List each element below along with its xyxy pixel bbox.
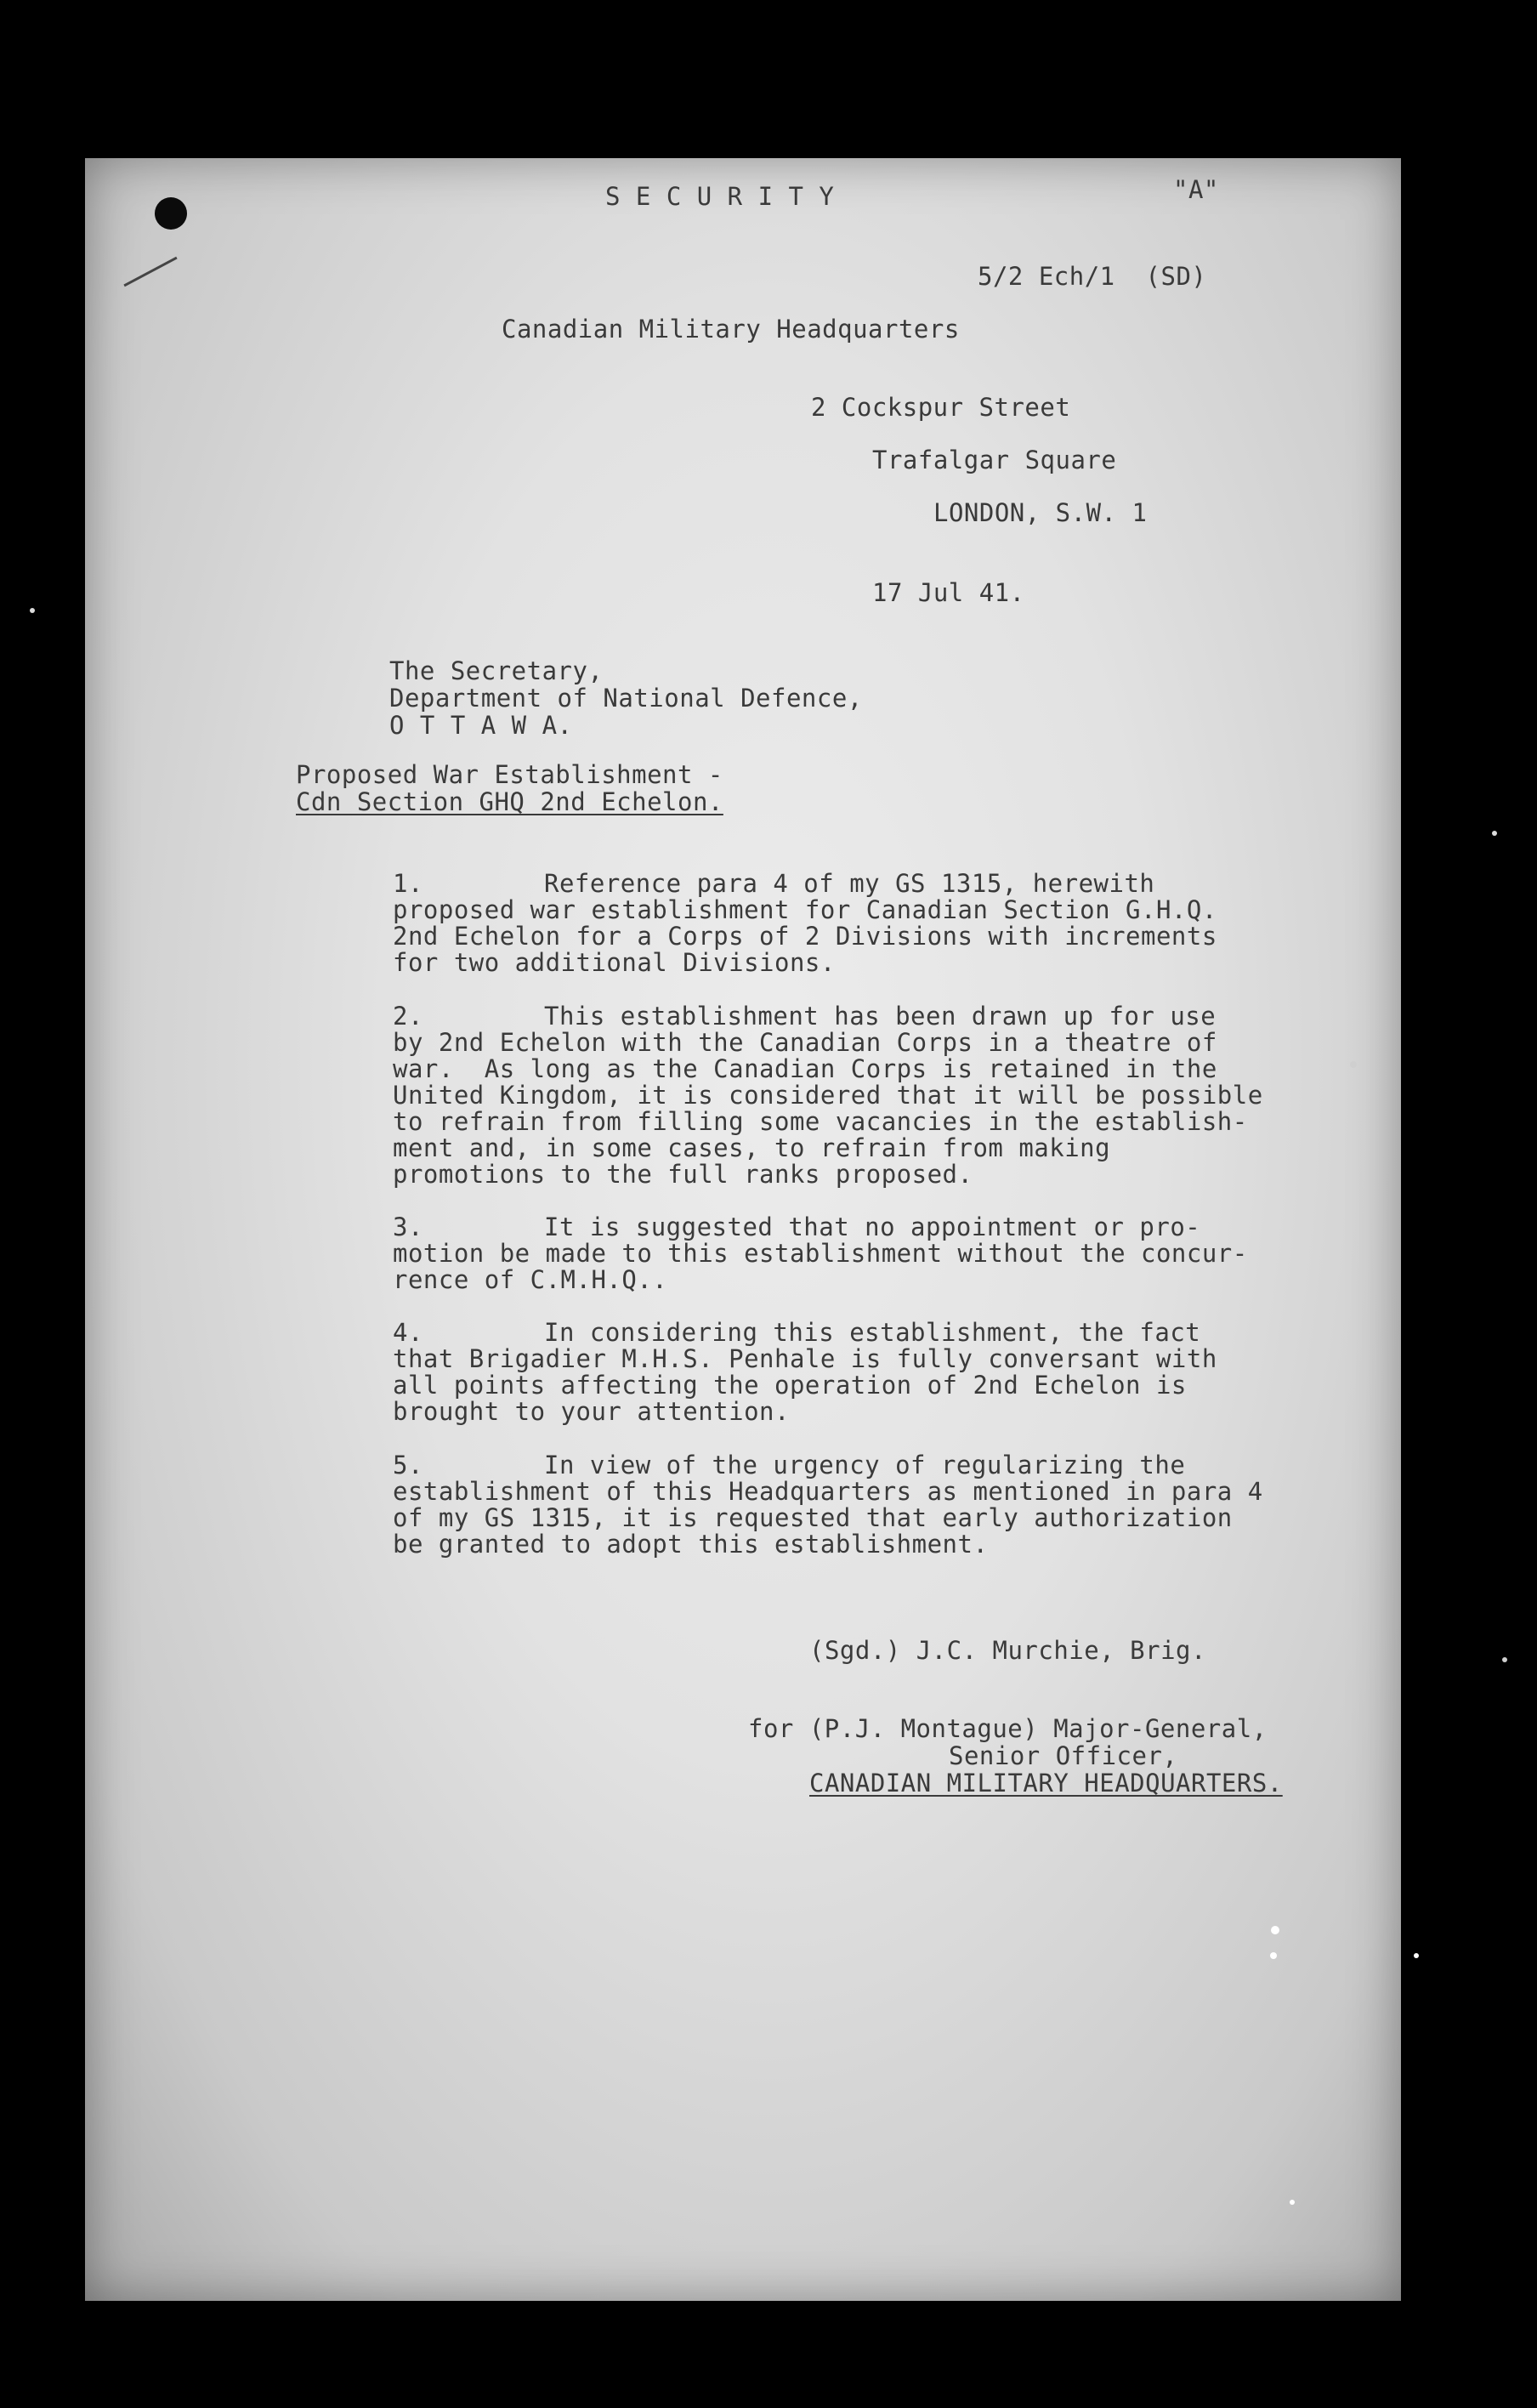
subject-line-2: Cdn Section GHQ 2nd Echelon. (296, 787, 723, 816)
signature-for-line: for (P.J. Montague) Major-General, (748, 1714, 1268, 1743)
security-classification: S E C U R I T Y (605, 182, 835, 211)
address-line-3: LONDON, S.W. 1 (933, 498, 1148, 527)
recipient-line-3: O T T A W A. (389, 711, 573, 740)
paragraph-1-text: Reference para 4 of my GS 1315, herewith proposed war establishment for Canadian Section G.H.Q. 2nd Echelon for a Corps of 2 Divisions with increments for two additional Divisions. (393, 869, 1217, 977)
address-line-1: 2 Cockspur Street (811, 393, 1071, 422)
address-line-2: Trafalgar Square (872, 446, 1117, 474)
punch-hole (155, 197, 187, 230)
paragraph-2-number: 2. (393, 1002, 423, 1031)
paragraph-1-number: 1. (393, 869, 423, 898)
paragraph-3-text: It is suggested that no appointment or pro- motion be made to this establishment without the concur- rence of C.M.H.Q.. (393, 1213, 1248, 1294)
recipient-line-2: Department of National Defence, (389, 684, 863, 713)
scratch-mark (123, 257, 177, 287)
document-page (85, 158, 1401, 2301)
paragraph-2-text: This establishment has been drawn up for use by 2nd Echelon with the Canadian Corps in a theatre of war. As long as the Canadian Corps is retained in the United Kingdom, it is considered that it will be possible to refrain from filling some vacancies in the establish- ment and, in some cases, to refrain from making promotions to the full ranks proposed. (393, 1002, 1263, 1189)
paragraph-4-number: 4. (393, 1318, 423, 1347)
paragraph-4-text: In considering this establishment, the fact that Brigadier M.H.S. Penhale is fully conversant with all points affecting the operation of 2nd Echelon is brought to your attention. (393, 1318, 1217, 1426)
signature-title-line: Senior Officer, (949, 1741, 1178, 1770)
copy-mark: "A" (1173, 175, 1219, 204)
subject-line-1: Proposed War Establishment - (296, 760, 723, 789)
paragraph-3-number: 3. (393, 1213, 423, 1241)
paragraph-5-number: 5. (393, 1451, 423, 1479)
letter-date: 17 Jul 41. (872, 578, 1025, 607)
signed-line: (Sgd.) J.C. Murchie, Brig. (809, 1636, 1206, 1665)
recipient-line-1: The Secretary, (389, 656, 604, 685)
paragraph-5-text: In view of the urgency of regularizing the establishment of this Headquarters as mentioned in para 4 of my GS 1315, it is requested that early authorization be granted to adopt this establishment. (393, 1451, 1263, 1559)
sender-org: Canadian Military Headquarters (502, 315, 960, 344)
signature-org-line: CANADIAN MILITARY HEADQUARTERS. (809, 1769, 1283, 1797)
file-reference: 5/2 Ech/1 (SD) (978, 262, 1207, 291)
